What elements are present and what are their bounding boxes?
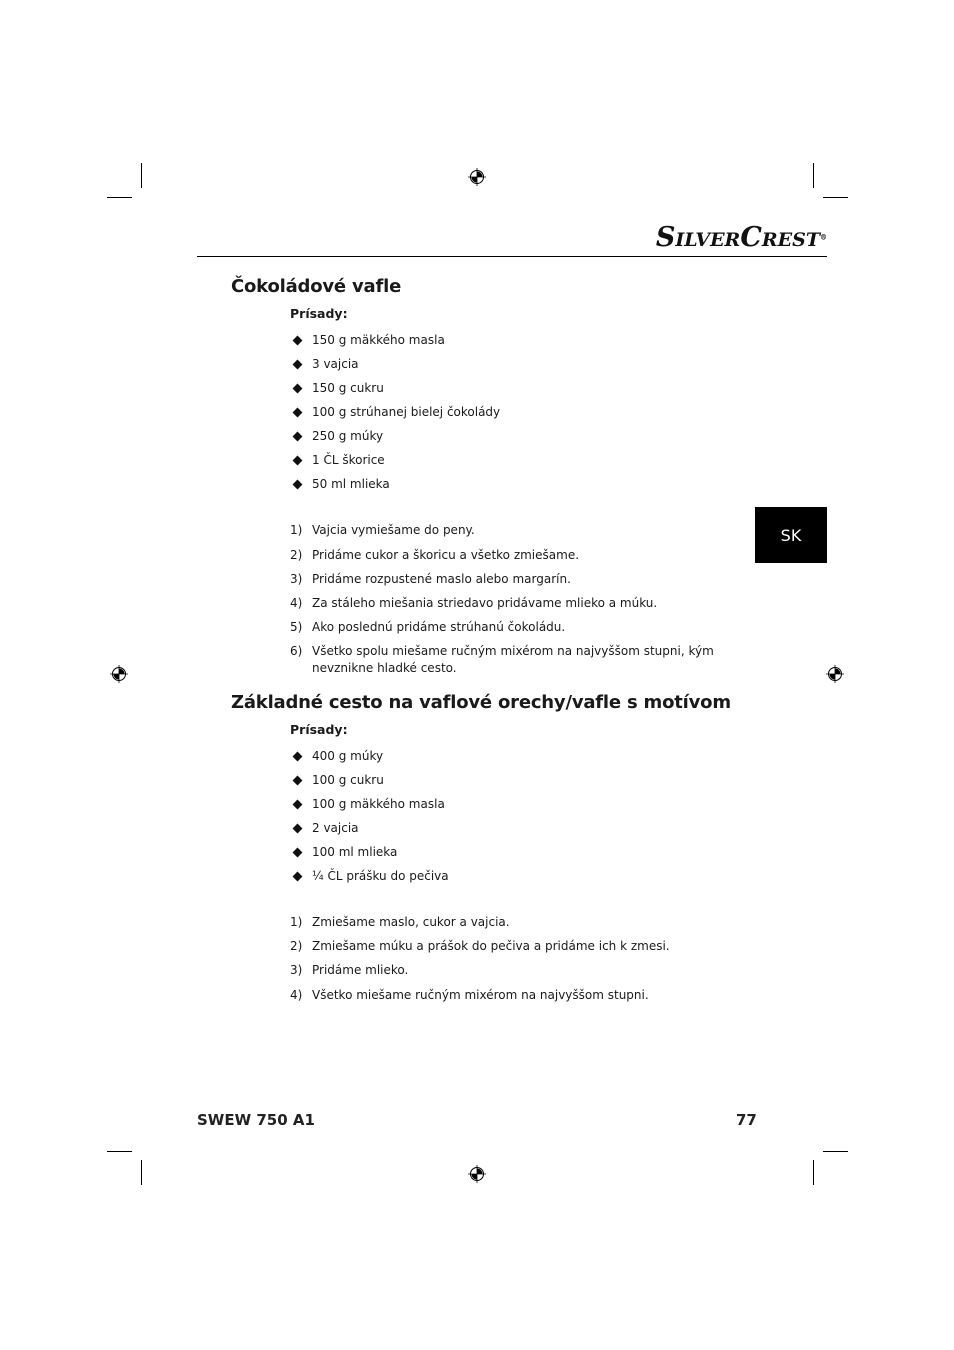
ingredient-text: 150 g mäkkého masla <box>312 333 445 347</box>
step-number: 5) <box>290 620 303 634</box>
ingredient-text: 3 vajcia <box>312 357 359 371</box>
language-tab <box>755 507 827 563</box>
section-title: Čokoládové vafle <box>231 276 402 297</box>
ingredient-text: 1 ČL škorice <box>312 453 385 467</box>
logo-text: ILVER <box>675 229 741 251</box>
diamond-bullet-icon <box>293 824 303 834</box>
page-number: 77 <box>736 1111 757 1129</box>
step-text: Zmiešame maslo, cukor a vajcia. <box>312 915 510 929</box>
language-tab-label: SK <box>780 525 802 545</box>
ingredient-text: 150 g cukru <box>312 381 384 395</box>
diamond-bullet-icon <box>293 456 303 466</box>
ingredient-text: 100 g cukru <box>312 773 384 787</box>
step-text: Za stáleho miešania striedavo pridávame mlieko a múku. <box>312 596 658 610</box>
step-text: Pridáme cukor a škoricu a všetko zmiešame. <box>312 548 580 562</box>
registration-mark-icon <box>468 168 486 186</box>
ingredients-label: Prísady: <box>290 306 348 321</box>
diamond-bullet-icon <box>293 432 303 442</box>
diamond-bullet-icon <box>293 752 303 762</box>
ingredient-text: ¼ ČL prášku do pečiva <box>312 869 449 883</box>
step-number: 2) <box>290 548 303 562</box>
diamond-bullet-icon <box>293 336 303 346</box>
logo-registered-mark: ® <box>820 232 827 242</box>
section-title: Základné cesto na vaflové orechy/vafle s motívom <box>231 692 731 713</box>
step-text: Pridáme rozpustené maslo alebo margarín. <box>312 572 571 586</box>
step-text: Pridáme mlieko. <box>312 963 409 977</box>
step-text: Zmiešame múku a prášok do pečiva a pridáme ich k zmesi. <box>312 939 670 953</box>
logo-text: REST <box>761 229 820 251</box>
step-number: 1) <box>290 915 303 929</box>
crop-mark <box>141 163 142 188</box>
silvercrest-logo <box>656 222 827 253</box>
crop-mark <box>813 163 814 188</box>
step-text: Všetko spolu miešame ručným mixérom na najvyššom stupni, kým nevznikne hladké cesto. <box>312 644 714 675</box>
logo-text: S <box>655 222 676 253</box>
step-text: Vajcia vymiešame do peny. <box>312 523 475 537</box>
logo-text: C <box>740 222 762 253</box>
ingredient-text: 50 ml mlieka <box>312 477 390 491</box>
step-number: 4) <box>290 596 303 610</box>
diamond-bullet-icon <box>293 800 303 810</box>
ingredient-text: 2 vajcia <box>312 821 359 835</box>
crop-mark <box>107 197 132 198</box>
crop-mark <box>823 197 848 198</box>
diamond-bullet-icon <box>293 384 303 394</box>
crop-mark <box>823 1151 848 1152</box>
step-text: Ako poslednú pridáme strúhanú čokoládu. <box>312 620 566 634</box>
ingredient-text: 100 ml mlieka <box>312 845 398 859</box>
crop-mark <box>813 1160 814 1185</box>
step-number: 3) <box>290 572 303 586</box>
step-number: 4) <box>290 988 303 1002</box>
diamond-bullet-icon <box>293 480 303 490</box>
step-number: 6) <box>290 644 303 658</box>
diamond-bullet-icon <box>293 776 303 786</box>
ingredient-text: 100 g mäkkého masla <box>312 797 445 811</box>
step-number: 3) <box>290 963 303 977</box>
registration-mark-icon <box>468 1165 486 1183</box>
ingredient-text: 100 g strúhanej bielej čokolády <box>312 405 501 419</box>
ingredient-text: 400 g múky <box>312 749 384 763</box>
diamond-bullet-icon <box>293 360 303 370</box>
ingredient-text: 250 g múky <box>312 429 384 443</box>
ingredients-label: Prísady: <box>290 722 348 737</box>
diamond-bullet-icon <box>293 848 303 858</box>
crop-mark <box>107 1151 132 1152</box>
crop-mark <box>141 1160 142 1185</box>
step-number: 1) <box>290 523 303 537</box>
registration-mark-icon <box>110 665 128 683</box>
registration-mark-icon <box>826 665 844 683</box>
step-text: Všetko miešame ručným mixérom na najvyššom stupni. <box>312 988 649 1002</box>
diamond-bullet-icon <box>293 408 303 418</box>
step-number: 2) <box>290 939 303 953</box>
header-rule <box>197 256 827 257</box>
footer-model: SWEW 750 A1 <box>197 1111 315 1129</box>
diamond-bullet-icon <box>293 872 303 882</box>
